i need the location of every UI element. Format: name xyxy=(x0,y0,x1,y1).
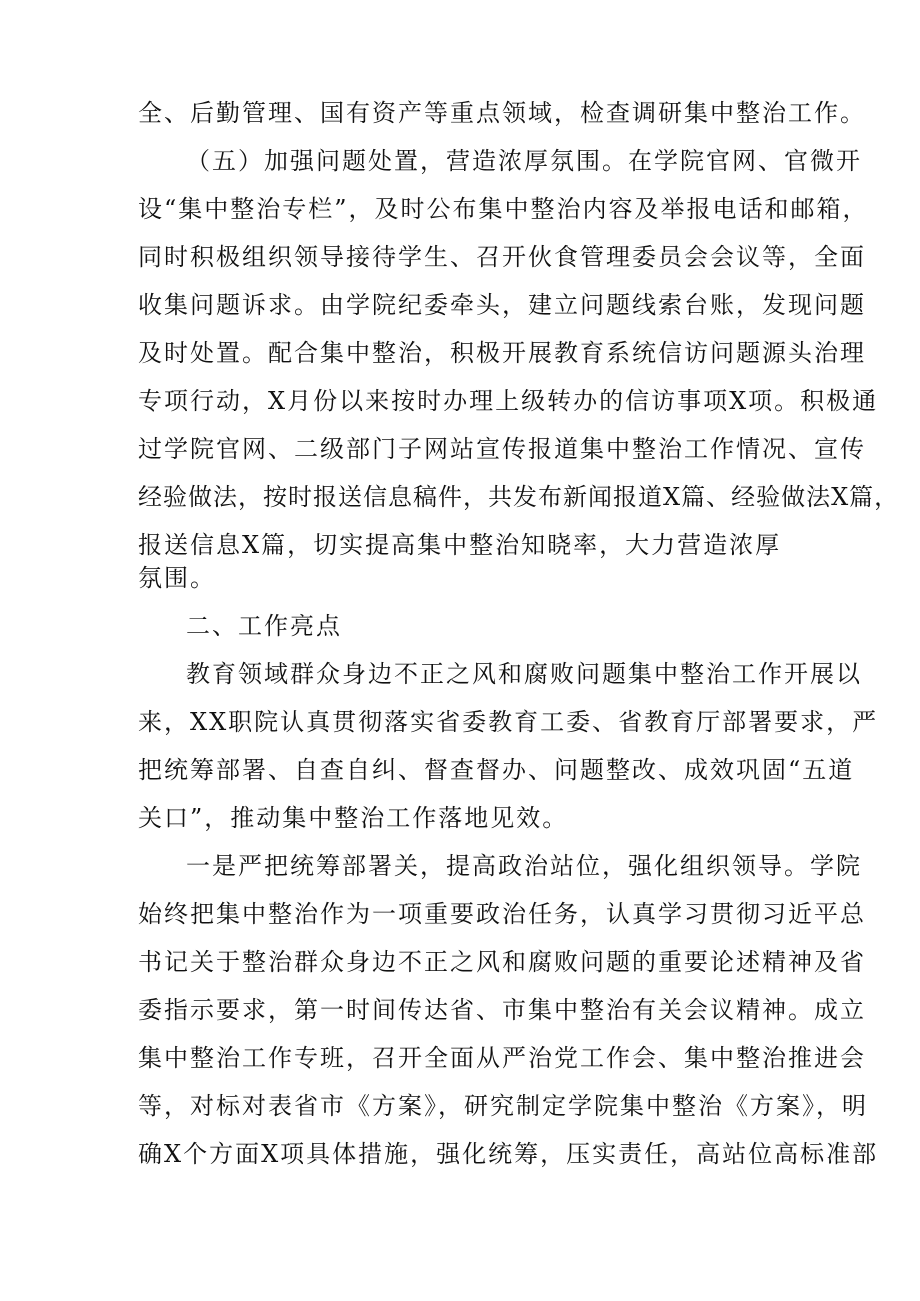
text-line: 等，对标对表省市《方案》，研究制定学院集中整治《方案》，明 xyxy=(138,1092,868,1120)
text-line: 来，XX职院认真贯彻落实省委教育工委、省教育厅部署要求，严 xyxy=(138,708,879,736)
text-line: 始终把集中整治作为一项重要政治任务，认真学习贯彻习近平总 xyxy=(138,900,866,928)
section-heading: 二、工作亮点 xyxy=(186,612,342,640)
text-line: 专项行动，X月份以来按时办理上级转办的信访事项X项。积极通 xyxy=(138,387,879,415)
text-line: 书记关于整治群众身边不正之风和腐败问题的重要论述精神及省 xyxy=(138,948,866,976)
text-line: （五）加强问题处置，营造浓厚氛围。在学院官网、官微开 xyxy=(186,147,862,175)
text-line: 收集问题诉求。由学院纪委牵头，建立问题线索台账，发现问题 xyxy=(138,291,866,319)
text-line: 报送信息X篇，切实提高集中整治知晓率，大力营造浓厚 xyxy=(138,531,782,559)
text-line: 确X个方面X项具体措施，强化统筹，压实责任，高站位高标准部 xyxy=(138,1140,879,1168)
text-line: 集中整治工作专班，召开全面从严治党工作会、集中整治推进会 xyxy=(138,1044,866,1072)
text-line: 氛围。 xyxy=(138,564,216,592)
text-line: 一是严把统筹部署关，提高政治站位，强化组织领导。学院 xyxy=(186,852,862,880)
text-line: 经验做法，按时报送信息稿件，共发布新闻报道X篇、经验做法X篇， xyxy=(138,483,900,511)
text-line: 及时处置。配合集中整治，积极开展教育系统信访问题源头治理 xyxy=(138,339,866,367)
text-line: 过学院官网、二级部门子网站宣传报道集中整治工作情况、宣传 xyxy=(138,435,866,463)
text-line: 把统筹部署、自查自纠、督查督办、问题整改、成效巩固“五道 xyxy=(138,756,855,784)
text-line: 全、后勤管理、国有资产等重点领域，检查调研集中整治工作。 xyxy=(138,99,866,127)
text-line: 教育领域群众身边不正之风和腐败问题集中整治工作开展以 xyxy=(186,660,862,688)
text-line: 同时积极组织领导接待学生、召开伙食管理委员会会议等，全面 xyxy=(138,243,866,271)
text-line: 关口”，推动集中整治工作落地见效。 xyxy=(138,804,569,832)
text-line: 委指示要求，第一时间传达省、市集中整治有关会议精神。成立 xyxy=(138,996,866,1024)
text-line: 设“集中整治专栏”，及时公布集中整治内容及举报电话和邮箱， xyxy=(138,195,869,223)
